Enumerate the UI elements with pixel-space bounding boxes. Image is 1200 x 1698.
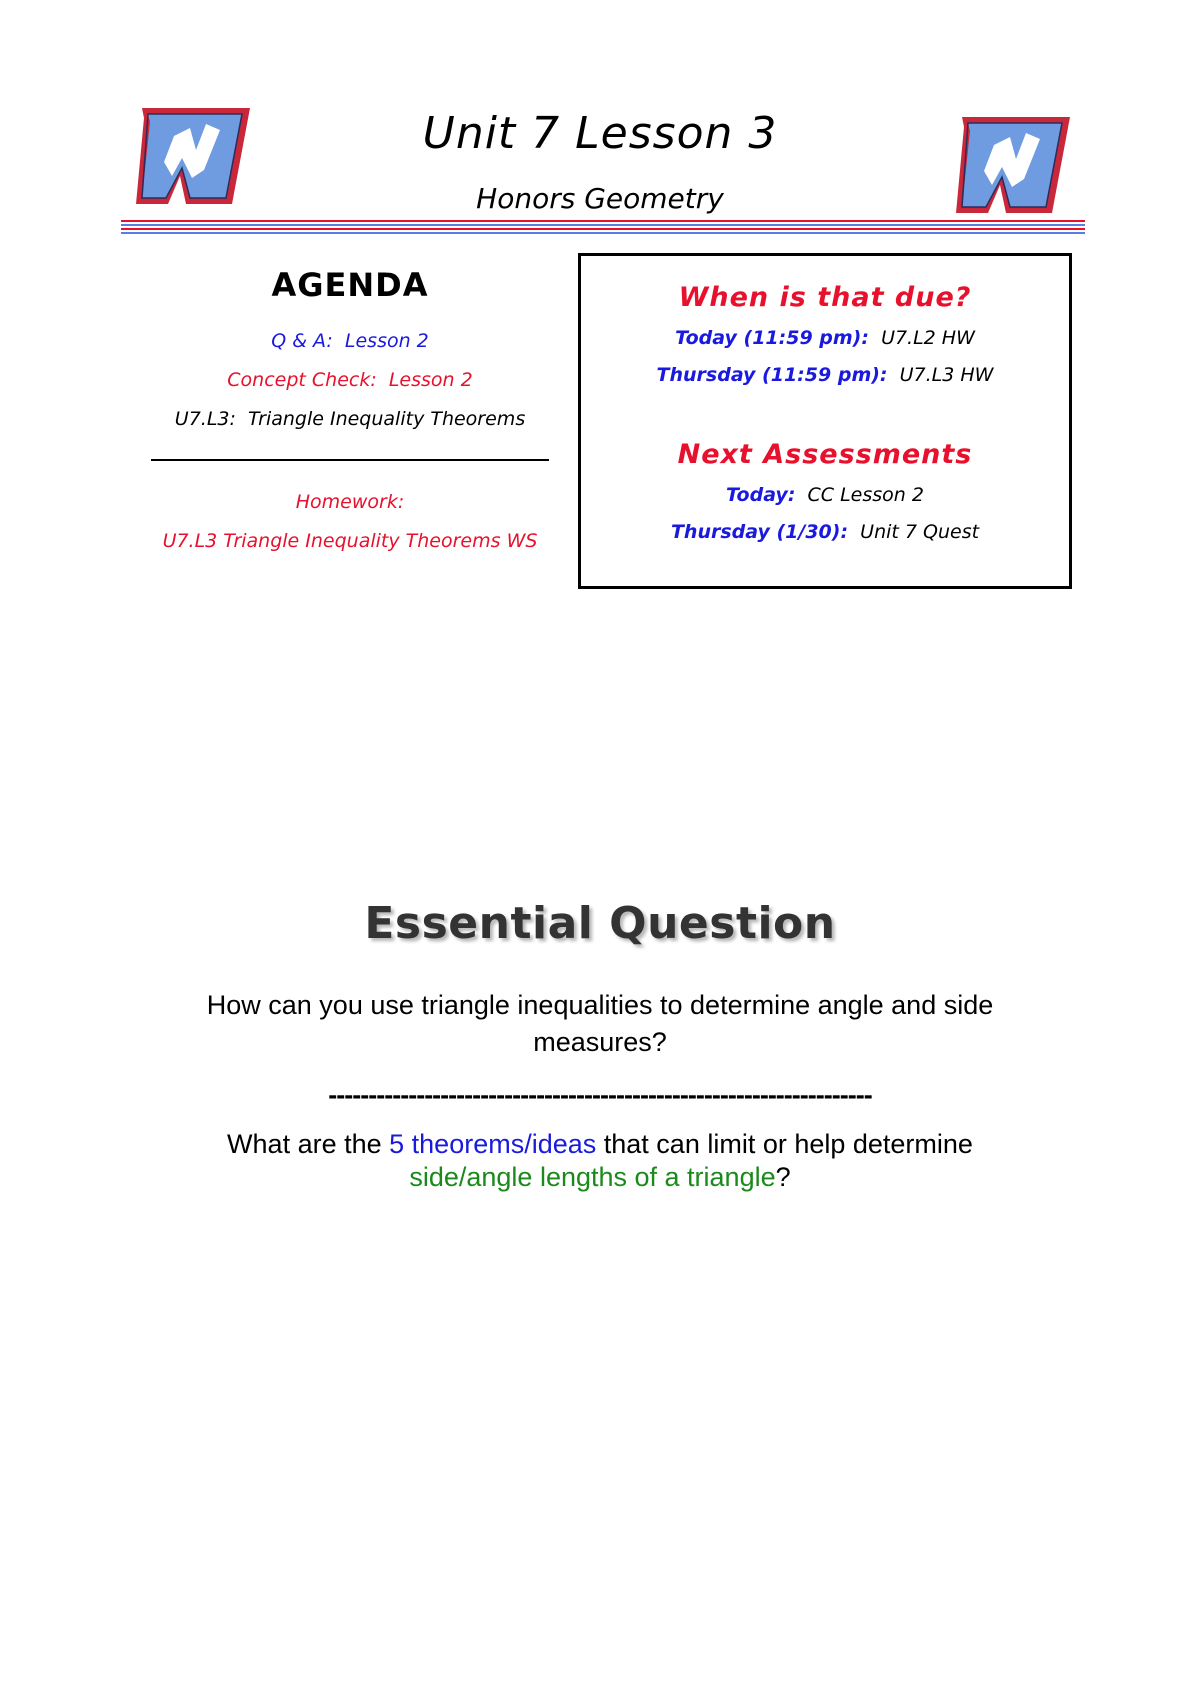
page-title: Unit 7 Lesson 3	[422, 108, 778, 159]
due-dates-box	[578, 253, 1072, 589]
due-item: Thursday (11:59 pm): U7.L3 HW	[656, 364, 994, 386]
essential-question-text: How can you use triangle inequalities to determine angle and side measures?	[206, 990, 994, 1057]
agenda-section	[140, 266, 560, 569]
agenda-qa: Q & A: Lesson 2	[271, 330, 429, 352]
agenda-concept-check: Concept Check: Lesson 2	[227, 369, 473, 391]
page-subtitle: Honors Geometry	[476, 182, 724, 215]
homework-label: Homework:	[295, 491, 405, 513]
header-stripes	[121, 220, 1085, 238]
agenda-lesson: U7.L3: Triangle Inequality Theorems	[174, 408, 526, 430]
essential-question-title: Essential Question	[364, 898, 836, 949]
homework-value: U7.L3 Triangle Inequality Theorems WS	[162, 530, 538, 552]
theorems-question: What are the 5 theorems/ideas that can limit or help determine side/angle lengths of a triangle?	[227, 1129, 973, 1192]
agenda-title: AGENDA	[271, 266, 429, 304]
assessment-item: Today: CC Lesson 2	[726, 484, 924, 506]
dashed-divider: --------------------------------------------------------------------	[328, 1080, 872, 1110]
due-title: When is that due?	[678, 282, 972, 313]
assessments-title: Next Assessments	[677, 439, 973, 470]
due-item: Today (11:59 pm): U7.L2 HW	[675, 327, 975, 349]
divider	[151, 459, 549, 461]
assessment-item: Thursday (1/30): Unit 7 Quest	[670, 521, 980, 543]
